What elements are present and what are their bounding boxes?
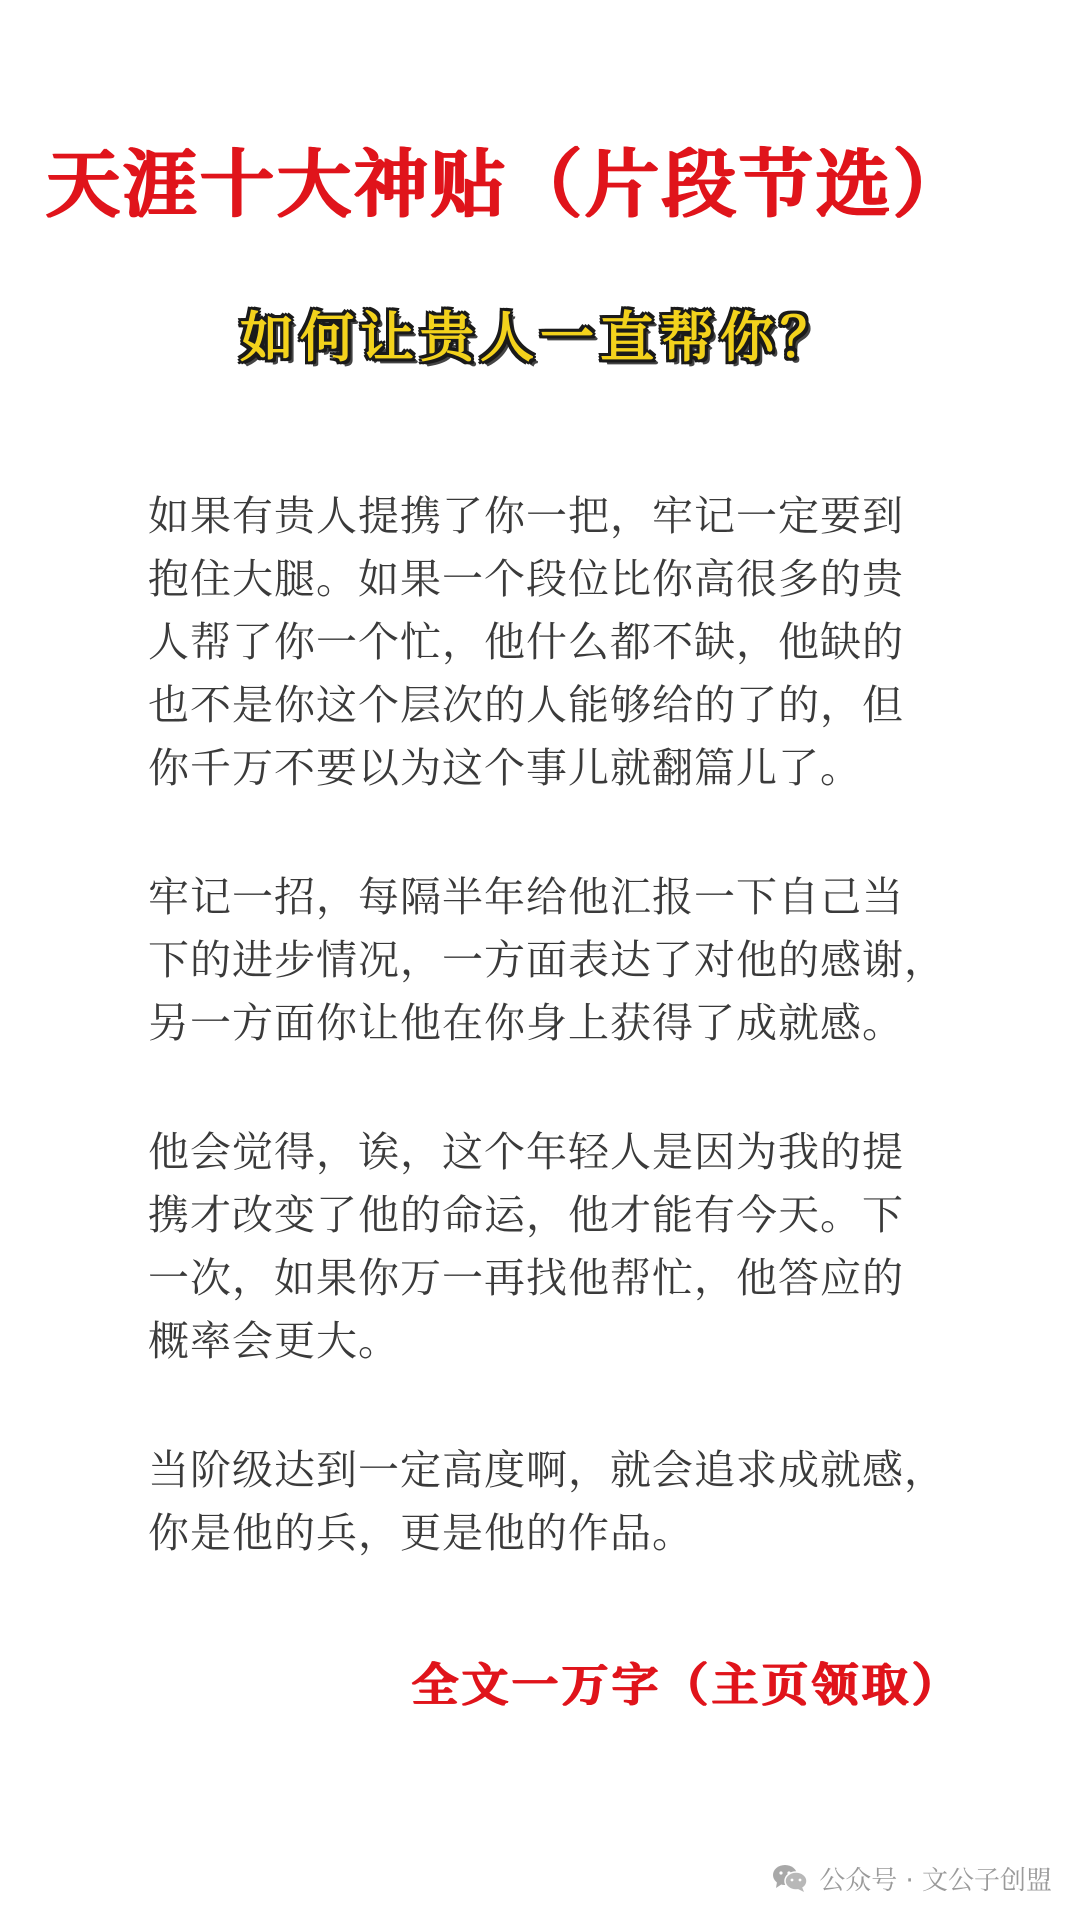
watermark-label: 公众号 · 文公子创盟 <box>819 1865 1052 1896</box>
call-to-action: 全文一万字（主页领取） <box>412 1658 962 1712</box>
text-line: 你是他的兵，更是他的作品。 <box>148 1509 694 1557</box>
text-line: 一次，如果你万一再找他帮忙，他答应的 <box>148 1254 904 1302</box>
paragraph-1 <box>148 485 978 800</box>
text-line: 携才改变了他的命运，他才能有今天。下 <box>148 1191 904 1239</box>
text-line: 当阶级达到一定高度啊，就会追求成就感， <box>148 1446 946 1494</box>
text-line: 抱住大腿。如果一个段位比你高很多的贵 <box>148 555 904 603</box>
text-line: 概率会更大。 <box>148 1317 400 1365</box>
text-line: 下的进步情况，一方面表达了对他的感谢， <box>148 936 946 984</box>
text-line: 也不是你这个层次的人能够给的了的，但 <box>148 681 904 729</box>
text-line: 你千万不要以为这个事儿就翻篇儿了。 <box>148 744 862 792</box>
article-body <box>148 485 978 1631</box>
text-line: 如果有贵人提携了你一把，牢记一定要到 <box>148 492 904 540</box>
paragraph-4 <box>148 1439 978 1565</box>
paragraph-2 <box>148 866 978 1055</box>
article-subtitle: 如何让贵人一直帮你？ <box>240 305 840 369</box>
text-line: 他会觉得，诶，这个年轻人是因为我的提 <box>148 1128 904 1176</box>
text-line: 人帮了你一个忙，他什么都不缺，他缺的 <box>148 618 904 666</box>
account-watermark <box>771 1860 1052 1896</box>
page-title: 天涯十大神贴（片段节选） <box>46 142 970 228</box>
wechat-icon <box>771 1863 809 1893</box>
text-line: 另一方面你让他在你身上获得了成就感。 <box>148 999 904 1047</box>
text-line: 牢记一招，每隔半年给他汇报一下自己当 <box>148 873 904 921</box>
paragraph-3 <box>148 1121 978 1373</box>
